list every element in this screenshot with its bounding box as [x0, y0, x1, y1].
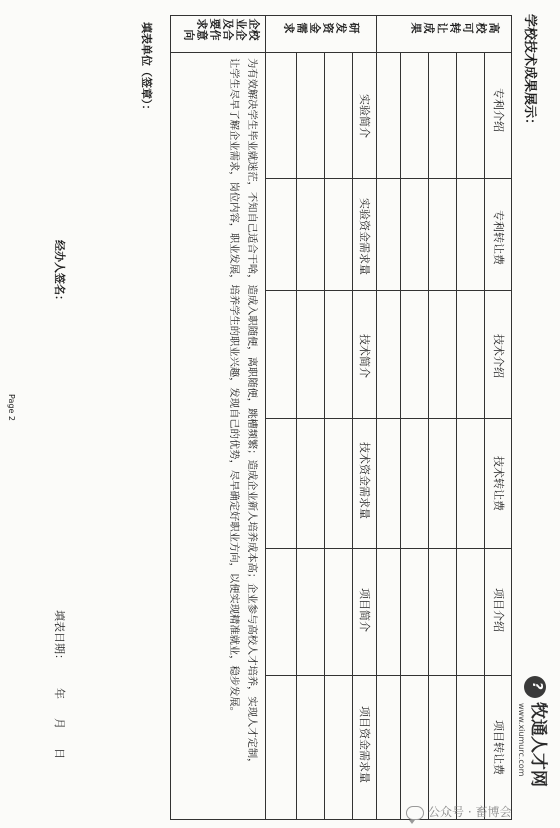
row-label-rd-funding: 研发资金需求: [282, 21, 360, 34]
cooperation-text-line-1: 为有效解决学生毕业就迷茫，不知自己适合干啥，造成入职随便，离职随便，跳槽频繁；造成企业新人培养成本高；企业参与高校人才培养，实现人才定制，: [246, 58, 258, 769]
label-column-divider: [170, 52, 512, 53]
header-project-intro: 项目介绍: [492, 588, 505, 632]
header-patent-intro: 专利介绍: [492, 88, 505, 132]
fill-date-label: 填表日期：: [53, 610, 66, 665]
fill-unit-label: 填表单位（签章）：: [140, 22, 153, 116]
date-month: 月: [53, 718, 66, 729]
header-project-funding: 项目资金需求量: [358, 706, 371, 783]
column-divider: [266, 548, 512, 549]
header-tech-brief: 技术简介: [358, 334, 371, 378]
row-label-transferable: 高校可转让成果: [409, 21, 500, 34]
column-divider: [266, 675, 512, 676]
row-divider: [324, 52, 325, 819]
watermark-text: 公众号 · 畜博会: [428, 805, 512, 819]
header-project-brief: 项目简介: [358, 588, 371, 632]
row-divider: [484, 52, 485, 819]
handler-signature-label: 经办人签名：: [53, 240, 66, 306]
cooperation-text-line-2: 让学生尽早了解企业需求，岗位内容，职业发展，培养学生的职业兴趣，发现自己的优势，尽早确定好职业方向，以便实现精准就业，稳步发展。: [228, 58, 240, 717]
section-divider: [265, 15, 266, 819]
table-border-bottom: [170, 15, 171, 819]
column-divider: [266, 178, 512, 179]
header-project-fee: 项目转让费: [492, 720, 505, 775]
header-patent-fee: 专利转让费: [492, 210, 505, 265]
date-day: 日: [53, 748, 66, 759]
page-title: 学校技术成果展示：: [522, 14, 537, 132]
header-tech-intro: 技术介绍: [492, 334, 505, 378]
date-year: 年: [53, 688, 66, 699]
header-tech-funding: 技术资金需求量: [358, 442, 371, 519]
column-divider: [266, 418, 512, 419]
header-experiment-funding: 实验资金需求量: [358, 198, 371, 275]
header-tech-fee: 技术转让费: [492, 456, 505, 511]
row-divider: [400, 52, 401, 819]
chat-bubble-icon: [406, 806, 424, 820]
row-divider: [352, 52, 353, 819]
column-divider: [266, 290, 512, 291]
row-divider: [456, 52, 457, 819]
page-number: Page 2: [7, 394, 16, 421]
row-divider: [296, 52, 297, 819]
row-label-cooperation: 校企合作意向企业及要求: [182, 17, 260, 41]
header-experiment-intro: 实验简介: [358, 94, 371, 138]
row-divider: [428, 52, 429, 819]
logo-url: www.xiumurc.com: [517, 703, 526, 777]
logo-name: 牧通人才网: [528, 702, 548, 787]
table-border-right: [170, 819, 512, 820]
logo-mark-icon: ?: [524, 676, 546, 698]
section-divider: [376, 15, 377, 819]
table-border-top: [511, 15, 512, 819]
table-border-left: [170, 15, 512, 16]
